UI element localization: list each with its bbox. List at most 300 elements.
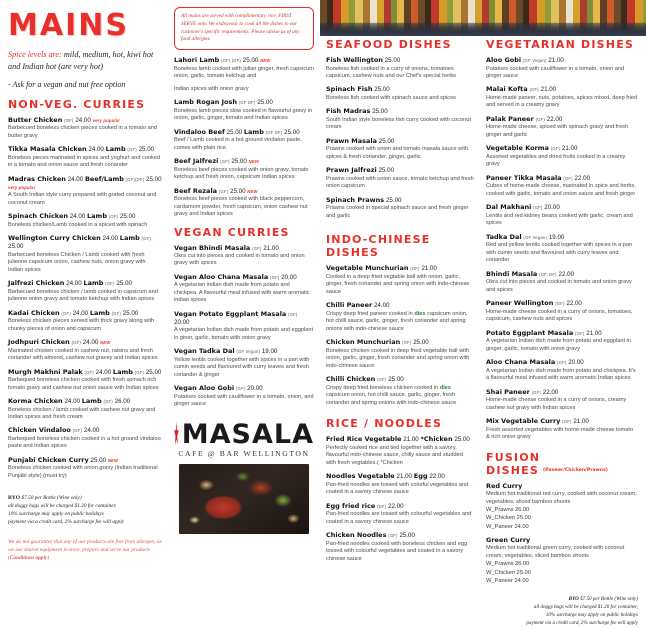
item-name: Spinach Fish (326, 85, 373, 94)
item-price: 25.00 (230, 187, 246, 195)
column-lamb-beef-vegan (168, 0, 320, 457)
item-badge: NEW (248, 159, 259, 165)
item-badge-alt: very popular (8, 184, 36, 190)
item-heading (486, 536, 638, 545)
byo-label: BYO (8, 495, 21, 502)
byo-right-line-2: all doggy bags will be charged $1.20 for container, (533, 604, 638, 610)
item-dietary-tag-alt: (GF) (108, 214, 119, 220)
item-heading (326, 56, 474, 65)
menu-item[interactable] (174, 56, 314, 80)
item-price: 25.00 (378, 167, 395, 175)
item-description: Boneless beef pieces cooked with onion gravy, tomato ketchup and fresh onion, capsicum Indian spices (174, 166, 309, 181)
item-heading (486, 388, 638, 397)
item-price-alt: 25.00 (116, 280, 132, 288)
item-price: 21.00 (263, 244, 279, 252)
menu-item[interactable] (326, 472, 474, 496)
item-heading (486, 270, 638, 279)
logo-name: MASALA (181, 418, 314, 450)
menu-item[interactable] (8, 397, 162, 421)
item-heading (174, 273, 314, 282)
spice-levels-note (8, 49, 162, 73)
item-description: Red and yellow lentils cooked together with spices in a pan with cumin seeds and flavoured with curry leaves and coriander (486, 242, 633, 264)
item-description: Okra cut into pieces and cooked in tomato and onion gravy and spices (486, 279, 632, 293)
item-heading (486, 174, 638, 183)
item-name: Lamb Rogan Josh (174, 98, 237, 107)
item-name: Paneer Tikka Masala (486, 173, 562, 182)
item-heading (8, 338, 162, 347)
item-dietary-tag: (GF Vegan) (523, 234, 548, 240)
item-name: Fried Rice Vegetable (326, 435, 402, 444)
item-description: Prawns cooked with onion sauce, tomato ketchup and fresh onion capsicum (326, 175, 474, 190)
allergen-disclaimer (8, 538, 162, 562)
item-description: Home-made paneer, nuts, potatoes, spices mixed, deep fried and served in a creamy gravy (486, 94, 638, 109)
item-price: 21.00 (548, 57, 564, 64)
item-price: 20.00 (174, 318, 190, 326)
item-description: Boneless chicken pieces served with thick gravy along with chunky pieces of onion and capsicum (8, 318, 155, 332)
item-heading (486, 56, 638, 65)
item-dietary-tag-alt: (GF) (103, 399, 113, 404)
item-name: Chilli Paneer (326, 301, 373, 310)
item-variant: W_Prawns 26.00 (486, 507, 530, 514)
item-heading (326, 85, 474, 94)
item-list-rice-noodles (326, 435, 474, 563)
item-price: 25.00 (384, 57, 401, 64)
menu-item[interactable] (326, 338, 474, 370)
item-name: Madras Chicken (8, 174, 66, 183)
item-description: Barbequed boneless chicken cooked with fresh spinach rich tomato gravy and cashew nut onion sauce with Indian spices (8, 377, 159, 391)
item-dietary-tag: (GF) (529, 87, 539, 93)
fusion-title: FUSION DISHES (486, 450, 541, 477)
item-name-alt: Lamb (105, 145, 126, 154)
item-name-alt: Lamb (83, 279, 104, 288)
item-description: Crispy deep fried paneer cooked in dies capsicum onion, hot chilli sauce, garlic, ginger, fresh coriander and spring onions with indo-chinese sauce (326, 310, 468, 332)
item-dietary-tag: (GF) (84, 369, 94, 375)
item-name: Chicken Vindaloo (8, 426, 71, 435)
item-description: A vegetarian Indian dish made from potato and eggplant in ginger, garlic, tomato with onion gravy (486, 338, 631, 352)
section-heading-seafood-dishes: SEAFOOD DISHES (326, 38, 452, 51)
logo-subtitle: CAFE @ BAR WELLINGTON (178, 448, 310, 458)
item-dietary-tag: (GF) (220, 159, 230, 165)
allergen-text-2: ) (47, 555, 50, 562)
menu-item[interactable] (174, 310, 314, 342)
item-name: Shai Paneer (486, 387, 530, 396)
item-price-alt: 25.00 (122, 309, 139, 317)
item-variant: W_Chicken 25.00 (486, 569, 531, 576)
item-price-alt: 22.00 (429, 473, 445, 481)
menu-item[interactable] (8, 234, 162, 274)
food-photo-image (179, 464, 309, 534)
item-list-seafood (326, 56, 474, 220)
item-name: Beef Rezala (174, 186, 218, 195)
menu-item[interactable] (8, 116, 162, 140)
menu-item[interactable] (326, 85, 474, 102)
item-price: 25.00 (231, 158, 247, 166)
menu-item[interactable] (8, 426, 162, 450)
item-description: Potatoes cooked with cauliflower in a tomato, onion, and ginger sauce (174, 393, 314, 408)
item-heading (174, 347, 314, 356)
item-price: 20.00 (544, 204, 560, 212)
item-badge: very popular (92, 117, 121, 123)
item-heading (8, 397, 162, 406)
item-heading (8, 309, 162, 318)
item-dietary-tag: (GF) (410, 266, 420, 272)
item-price: 24.00 (102, 235, 119, 243)
item-price: 25.00 (242, 57, 259, 65)
spices-banner-image (320, 0, 646, 36)
item-description: Pan-fried noodles are tossed with colorful vegetables and coated in a savory chinese sauce (326, 481, 469, 496)
menu-item[interactable] (486, 270, 638, 294)
item-description: Home-made cheese, spiced with spinach gravy and fresh ginger and garlic (486, 124, 629, 138)
menu-item[interactable] (174, 98, 314, 122)
item-price: 24.00 (67, 175, 84, 183)
item-description: Boneless lamb pieces slow cooked in flavourful gravy in onion, garlic, ginger, tomato and Indian spices (174, 107, 313, 122)
byo-right-line-1: $7.50 per Bottle (Wine only) (578, 596, 638, 603)
item-price: 24.00 (83, 427, 100, 435)
item-dietary-tag: (GF) (252, 245, 262, 251)
menu-item[interactable] (174, 86, 314, 93)
item-name-alt: Beef/Lamb (84, 174, 124, 183)
menu-item[interactable] (8, 309, 162, 333)
menu-item[interactable] (8, 212, 162, 229)
item-heading (326, 338, 474, 347)
menu-item[interactable] (8, 175, 162, 207)
item-dietary-tag: (GF) (235, 386, 246, 392)
item-description: Boneless beef pieces cooked with black peppercorn, cardamom powder, fresh capsicum, onion cashew nut gravy and Indian spices (174, 196, 308, 218)
spice-levels-label: Spice levels are: (8, 50, 62, 59)
item-name: Korma Chicken (8, 397, 63, 405)
item-name: Noodles Vegetable (326, 472, 395, 481)
byo-label-right: BYO (568, 596, 579, 603)
item-price: 22.00 (546, 115, 563, 123)
item-price-alt: 25.00 (119, 213, 136, 221)
item-description: Beef / Lamb cooked in a hot ground vindaloo paste, comes with plain rice. (174, 137, 302, 151)
item-name: Aloo Gobi (486, 56, 522, 64)
item-list-indo-chinese (326, 264, 474, 407)
column-non-veg-curries (0, 0, 168, 562)
item-name: Malai Kofta (486, 85, 528, 94)
item-badge: NEW (260, 58, 271, 64)
menu-item[interactable] (326, 435, 474, 467)
item-description: Boneless fish cooked with spinach sauce and spices (326, 94, 456, 101)
menu-item[interactable] (174, 128, 314, 152)
item-dietary-tag: (DF) (377, 503, 387, 509)
item-description: Barbecued boneless chicken pieces cooked in a tomato and butter gravy (8, 125, 157, 139)
item-heading (174, 128, 314, 137)
item-heading (326, 435, 474, 444)
menu-item[interactable] (326, 196, 474, 220)
item-description: Indian spices with onion gravy (174, 85, 249, 92)
item-variant: W_Prawns 26.00 (486, 561, 530, 568)
item-description: South Indian style boneless fish curry cooked with coconut cream (326, 116, 471, 131)
menu-item[interactable] (326, 375, 474, 407)
menu-item[interactable] (326, 166, 474, 190)
item-heading (326, 166, 474, 175)
menu-item[interactable] (326, 301, 474, 333)
item-name: Tadka Dal (486, 232, 522, 241)
fusion-suffix: (Paneer/Chicken/Prawns) (543, 468, 608, 474)
item-price: 20.00 (568, 359, 584, 367)
menu-item[interactable] (8, 456, 162, 480)
item-dietary-tag-alt: (GF) (134, 369, 145, 375)
menu-item[interactable] (174, 273, 314, 305)
item-dietary-tag-alt: (GF) (127, 147, 137, 153)
item-heading (8, 116, 162, 125)
item-price: 21.00 (561, 145, 578, 153)
item-price: 25.00 (385, 196, 402, 204)
menu-item[interactable] (326, 56, 474, 80)
item-name: Mix Vegetable Curry (486, 417, 561, 426)
item-price-alt: 25.00 (284, 128, 300, 136)
menu-item[interactable] (486, 388, 638, 412)
item-heading (174, 98, 314, 107)
item-heading (326, 472, 474, 481)
byo-right-line-4: payment via a credit card, 2% surcharge fee will apply (526, 619, 638, 626)
menu-item[interactable] (326, 264, 474, 296)
column-vegetarian-fusion (480, 0, 646, 626)
item-name: Spinach Chicken (8, 212, 68, 221)
item-dietary-tag: (GF) (388, 533, 398, 539)
item-price-alt: 25.00 (454, 436, 470, 444)
item-description: Prawns cooked with onion and tomato masala sauce with spices & fresh coriander, ginger, garlic (326, 146, 469, 160)
item-name: Fish Madras (326, 107, 371, 116)
item-heading (486, 233, 638, 242)
item-list-vegan-curries (174, 244, 314, 409)
item-description: Barbecued boneless Chicken / Lamb cooked with fresh julienne capsicum onion, cashew nuts, onion gravy with Indian spices (8, 251, 146, 273)
item-heading (326, 531, 474, 540)
item-name: Chicken Munchurian (326, 338, 401, 347)
item-heading (486, 482, 638, 491)
item-price-alt: 25.00 (8, 243, 24, 251)
item-price: 24.00 (373, 302, 390, 310)
item-dietary-tag-alt: (GF) (105, 281, 115, 287)
item-price: 24.00 (88, 146, 104, 154)
item-variant: W_Paneer 24.00 (486, 523, 529, 530)
item-description: Boneless lamb cooked with julian ginger, fresh capsicum onion, garlic, tomato ketchup and (174, 65, 314, 80)
spice-levels-text: mild, medium, hot, kiwi hot and Indian hot (are very hot) (8, 50, 154, 71)
item-name: Green Curry (486, 535, 531, 544)
menu-item[interactable] (486, 115, 638, 139)
item-price: 22.00 (574, 174, 591, 182)
item-description: Boneless chicken cooked with onion gravy (Indian traditional Punjabi style) (must try) (8, 465, 158, 479)
item-dietary-tag: (GF Vegan) (522, 58, 547, 63)
menu-item[interactable] (486, 174, 638, 198)
item-price: 22.00 (566, 300, 582, 308)
item-dietary-tag: (GF) (402, 340, 412, 346)
item-name: Vegan Aloo Chana Masala (174, 272, 269, 281)
item-description: Yellow lentils cooked together with spices in a pan with cumin seeds and flavoured with curry leaves and fresh coriander & ginger (174, 356, 310, 378)
menu-item[interactable] (486, 144, 638, 168)
item-name-alt: Lamb (89, 308, 110, 317)
item-description: Lentils and red kidney beans cooked with garlic, cream and spices (486, 212, 633, 227)
menu-item[interactable] (326, 137, 474, 161)
item-name: Murgh Makhni Palak (8, 367, 83, 376)
item-heading (174, 56, 314, 65)
item-name: Fish Wellington (326, 56, 383, 64)
item-price-alt: 25.00 (146, 175, 162, 183)
item-dietary-tag: (GF) (531, 389, 541, 395)
menu-item[interactable] (174, 244, 314, 268)
item-description: Home-made cheese cooked in a curry of onions, creamy cashew nut gravy with Indian spices (486, 397, 627, 411)
menu-item[interactable] (486, 482, 638, 531)
menu-item[interactable] (486, 85, 638, 109)
item-price: 25.00 (413, 339, 429, 347)
item-name: Tikka Masala Chicken (8, 145, 87, 154)
item-price: 20.00 (281, 273, 297, 281)
item-name: Chilli Chicken (326, 375, 376, 384)
item-description: Boneless chicken/Lamb cooked in a spiced with spinach (8, 221, 148, 228)
page-title: MAINS (8, 8, 129, 43)
menu-item[interactable] (8, 338, 162, 362)
item-name: Palak Paneer (486, 114, 534, 123)
item-heading (174, 187, 314, 196)
item-description: Pan-fried noodles cooked with boneless chicken and egg tossed with colourful vegetables and coated in a savory chinese sauce (326, 540, 468, 562)
item-description: Potatoes cooked with cauliflower in a tomato, onion and ginger sauce (486, 65, 625, 79)
menu-item[interactable] (486, 56, 638, 80)
item-name: Vegan Tadka Dal (174, 347, 235, 356)
item-name: Paneer Wellington (486, 299, 554, 308)
item-heading (486, 203, 638, 212)
item-heading (486, 115, 638, 124)
item-name: Butter Chicken (8, 115, 63, 124)
item-price: 21.00 (421, 265, 437, 273)
item-dietary-tag: (GF) (DF) (221, 58, 242, 64)
item-price: 24.00 (66, 280, 82, 288)
item-dietary-tag: (GF Vegan) (236, 349, 261, 355)
section-heading-indo-chinese-dishes: INDO-CHINESE DISHES (326, 233, 431, 260)
item-name: Red Curry (486, 481, 523, 490)
item-heading (174, 244, 314, 253)
menu-item[interactable] (326, 502, 474, 526)
item-heading (326, 196, 474, 205)
item-name: Dal Makhani (486, 203, 532, 212)
byo-line-4: payment via a credit card, 2% surcharge fee will apply (8, 519, 125, 526)
item-price: 25.00 (372, 108, 388, 116)
menu-item[interactable] (174, 157, 314, 181)
item-name: Vegetable Munchurian (326, 264, 409, 273)
item-badge: NEW (107, 457, 119, 463)
item-list-fusion (486, 482, 638, 586)
item-dietary-tag: (GF) (377, 377, 387, 383)
item-dietary-tag: (GF) (72, 428, 83, 434)
menu-item[interactable] (174, 384, 314, 408)
menu-item[interactable] (486, 299, 638, 323)
item-description: Pan-fried noodles are tossed with colourful vegetables and coated in a savory chinese sauce (326, 511, 472, 525)
item-variant: W_Paneer 24.00 (486, 577, 529, 584)
item-list-lamb-beef (174, 56, 314, 218)
item-name: Vegan Bhindi Masala (174, 243, 251, 252)
item-dietary-tag: (GF) (71, 340, 81, 346)
item-description: Barbecued boneless chicken / lamb cooked in capsicum and julienne onion gravy and tomato ketchup with Indian spices (8, 288, 158, 303)
item-dietary-tag: (GF) (533, 205, 543, 211)
menu-item[interactable] (8, 145, 162, 169)
item-description: Crispy deep fried boneless chicken cooked in dies capsicum onion, hot chilli sauce, garlic, ginger, fresh coriander and spring onions with indo-chinese sauce (326, 384, 457, 406)
byo-right-line-3: 10% surcharge may apply on public holidays (545, 611, 638, 618)
item-price: 25.00 (374, 86, 390, 94)
item-name-alt: Lamb (87, 212, 107, 221)
item-name: Jodhpuri Chicken (8, 338, 70, 347)
item-price: 22.00 (558, 270, 575, 278)
menu-item[interactable] (8, 368, 162, 392)
menu-item[interactable] (486, 233, 638, 265)
item-dietary-tag-alt: (GF) (111, 310, 122, 316)
item-description: Marinated chicken cooked in cashew nut, raisins and fresh coriander with almond, cashew nut gravey and Indian spices (8, 347, 158, 362)
item-price: 24.00 (75, 116, 91, 124)
item-name-alt: Egg (413, 472, 428, 481)
menu-item[interactable] (8, 279, 162, 303)
menu-item[interactable] (326, 107, 474, 131)
item-heading (174, 157, 314, 166)
item-dietary-tag-alt: (GF)(DF) (125, 176, 145, 182)
item-price: 20.00 (247, 385, 263, 393)
item-description-highlight: dies (439, 384, 452, 391)
item-dietary-tag: (GF) (288, 311, 298, 317)
item-name: Bhindi Masala (486, 269, 538, 278)
item-heading (8, 456, 162, 465)
item-heading (326, 375, 474, 384)
item-name: Beef Jalfrezi (174, 157, 219, 166)
item-name: Chicken Noodles (326, 531, 387, 540)
item-list-vegetarian (486, 56, 638, 442)
item-description: Cooked in a deep fried vegtable ball with onion, garlic, ginger, fresh coriander and spring onion with indo-chinese sauce (326, 273, 470, 295)
item-dietary-tag: (GF) (550, 146, 561, 152)
item-name: Spinach Prawns (326, 195, 385, 204)
byo-line-3: 10% surcharge may apply on public holidays (8, 511, 104, 518)
section-heading-rice-noodles: RICE / NOODLES (326, 417, 443, 431)
menu-item[interactable] (174, 187, 314, 219)
item-name: Egg fried rice (326, 501, 376, 510)
item-name: Jalfrezi Chicken (8, 279, 65, 288)
item-description: A vegetarian indian dish made from potato and chickpea. A flavourful meal infused with warm aromatic indian spices (174, 282, 310, 304)
menu-item[interactable] (326, 531, 474, 563)
item-list-non-veg-curries (8, 116, 162, 481)
byo-line-1: $7.50 per Bottle (Wine only) (20, 495, 82, 502)
item-heading (8, 234, 162, 251)
item-price: 25.00 (388, 376, 404, 384)
item-heading (8, 279, 162, 288)
item-name-alt: Lamb (243, 127, 264, 136)
item-heading (326, 264, 474, 273)
menu-item[interactable] (486, 358, 638, 382)
item-price: 22.00 (542, 388, 559, 396)
item-description: Okra cut into pieces and cooked in tomato and onion gravy with spices (174, 253, 305, 267)
item-price: 21.00 (573, 418, 589, 426)
item-name: Aloo Chana Masala (486, 358, 556, 367)
item-dietary-tag: (GF) (61, 310, 71, 316)
item-heading (8, 212, 162, 221)
item-variant: W_Chicken 25.00 (486, 515, 531, 522)
item-badge: NEW (247, 188, 258, 194)
menu-item[interactable] (486, 329, 638, 353)
item-price-alt: 26.00 (114, 398, 131, 405)
item-description: Medium hot traditional green curry, cooked with coconut cream, vegetables, sliced bamboo shoots (486, 545, 625, 559)
menu-item[interactable] (486, 417, 638, 441)
item-description: Prawns cooked in special spinach sauce and fresh ginger and garlic (326, 205, 469, 219)
menu-item[interactable] (486, 536, 638, 585)
item-heading (486, 358, 638, 367)
item-price: 24.00 (95, 368, 112, 376)
item-description: Perfectly cooked rice and tied together with a savory, flavourful indo-chinese sauce, chilly sauce and studded with fresh vegtables.( *Chicken (326, 444, 463, 466)
allergen-conditions: Conditions apply (9, 555, 48, 562)
item-price: 25.00 (399, 532, 415, 540)
item-dietary-tag: (GF, DF) (539, 271, 557, 277)
menu-item[interactable] (486, 203, 638, 227)
item-description: A vegetarian Indian dish made from potato and chickpea. It's a flavourful meal infused with warm aromatic Indian spices (486, 367, 636, 382)
item-name: Vegan Potato Eggplant Masala (174, 309, 287, 318)
byo-line-2: all doggy bags will be charged $1.20 for container, (8, 503, 117, 510)
menu-item[interactable] (174, 347, 314, 379)
section-heading-fusion-dishes (486, 451, 638, 477)
item-heading (486, 329, 638, 338)
